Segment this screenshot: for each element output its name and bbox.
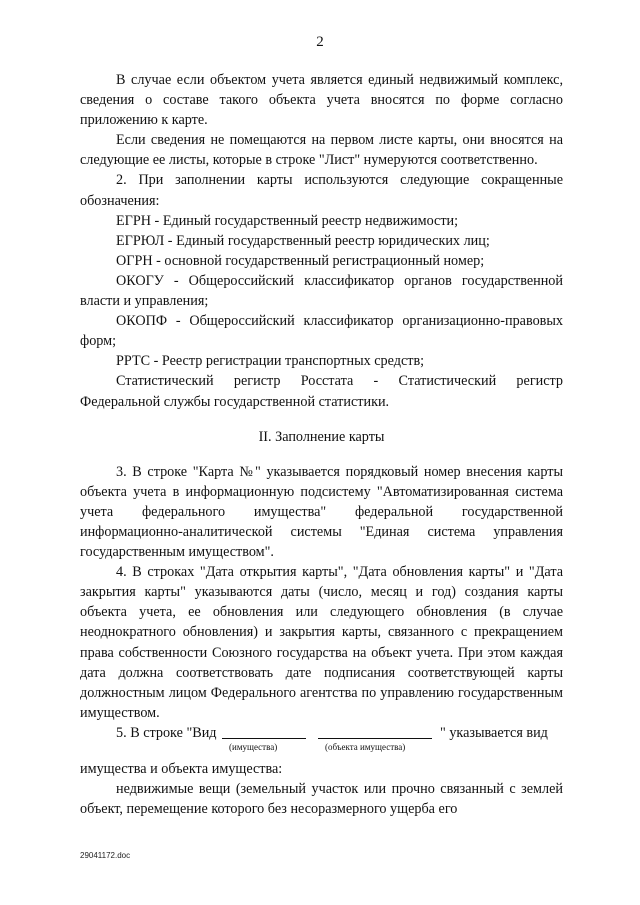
document-body [80, 70, 563, 819]
item-5-prefix: 5. В строке "Вид [116, 724, 217, 741]
file-name-footer: 29041172.doc [80, 851, 131, 860]
paragraph-immovable-things: недвижимые вещи (земельный участок или прочно связанный с землей объект, перемещение которого без несоразмерного ущерба его [80, 781, 563, 818]
item-5-line [80, 723, 563, 752]
abbreviation-rosstat: Статистический регистр Росстата - Статистический регистр Федеральной службы государственной статистики. [80, 373, 563, 410]
abbreviation-egrn: ЕГРН - Единый государственный реестр недвижимости; [116, 212, 459, 229]
blank-object-field [318, 738, 432, 739]
abbreviation-rrts: РРТС - Реестр регистрации транспортных средств; [116, 353, 425, 370]
spacer [80, 743, 563, 759]
paragraph-item-4: 4. В строках "Дата открытия карты", "Дата обновления карты" и "Дата закрытия карты" указываются даты (число, месяц и год) создания карты объекта учета, ее обновления или следующего обновления (в случае неоднократного обновления) и закрытия карты, связанного с прекращением права собственности Союзного государства на объект учета. При этом каждая дата должна соответствовать дате подписания соответствующей карты должностным лицом Федерального агентства по управлению государственным имуществом. [80, 564, 563, 721]
paragraph-item-3: 3. В строке "Карта №" указывается порядковый номер внесения карты объекта учета в информационную подсистему "Автоматизированная система учета федерального имущества" федеральной государственной информационно-аналитической системы "Единая система управления государственным имуществом". [80, 463, 563, 561]
caption-property: (имущества) [229, 741, 278, 752]
blank-property-field [222, 738, 306, 739]
abbreviation-okogu: ОКОГУ - Общероссийский классификатор органов государственной власти и управления; [80, 272, 563, 310]
paragraph-intro-1: В случае если объектом учета является единый недвижимый комплекс, сведения о составе такого объекта учета вносятся по форме согласно приложению к карте. [80, 72, 563, 129]
paragraph-item-2: 2. При заполнении карты используются следующие сокращенные обозначения: [80, 172, 563, 209]
page-number: 2 [316, 34, 324, 50]
abbreviation-egryul: ЕГРЮЛ - Единый государственный реестр юридических лиц; [116, 232, 490, 249]
abbreviation-okopf: ОКОПФ - Общероссийский классификатор организационно-правовых форм; [80, 313, 563, 350]
item-5-suffix: " указывается вид [440, 724, 548, 741]
paragraph-intro-2: Если сведения не помещаются на первом листе карты, они вносятся на следующие ее листы, которые в строке "Лист" нумеруются соответственно. [80, 132, 563, 169]
caption-object: (объекта имущества) [325, 741, 406, 752]
abbreviation-ogrn: ОГРН - основной государственный регистрационный номер; [116, 252, 485, 269]
section-heading: II. Заполнение карты [258, 428, 385, 445]
item-5-continuation: имущества и объекта имущества: [80, 760, 283, 777]
